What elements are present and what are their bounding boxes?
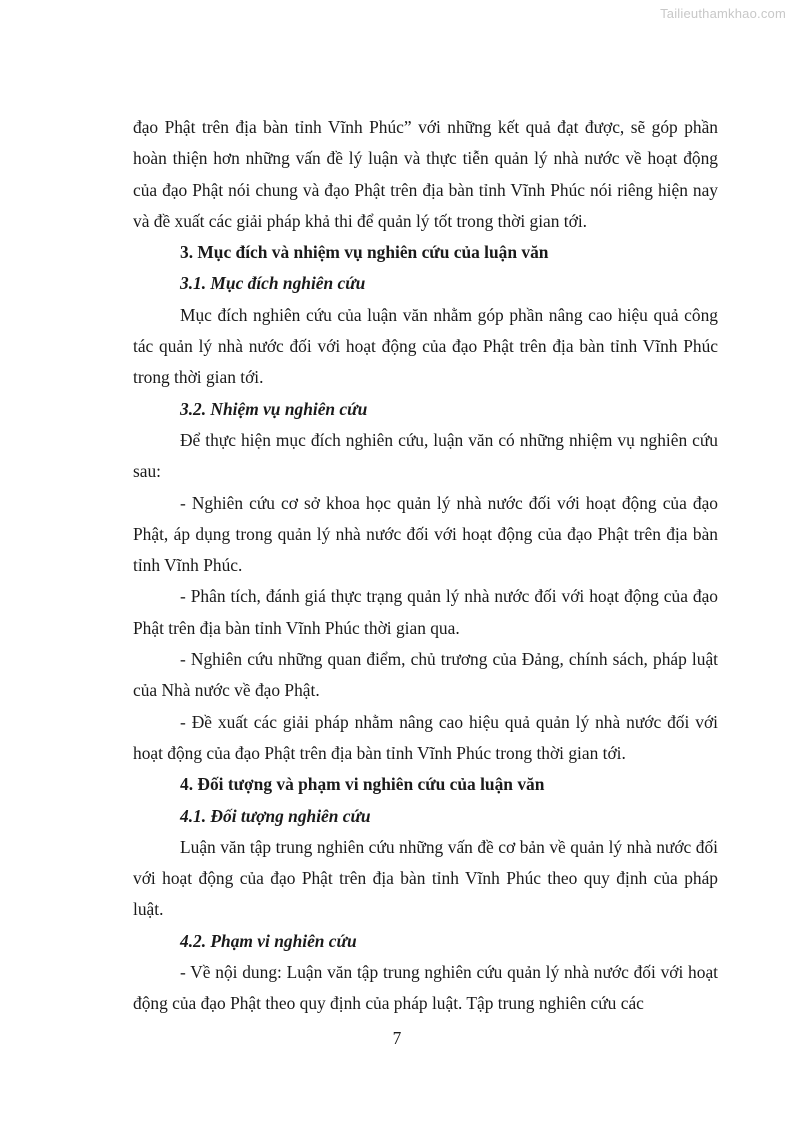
body-paragraph: Mục đích nghiên cứu của luận văn nhằm góp phần nâng cao hiệu quả công tác quản lý nhà nước đối với hoạt động của đạo Phật trên địa bàn tỉnh Vĩnh Phúc trong thời gian tới. <box>133 304 718 388</box>
subsection-heading: 3.2. Nhiệm vụ nghiên cứu <box>180 398 368 419</box>
section-heading: 4. Đối tượng và phạm vi nghiên cứu của luận văn <box>180 774 545 795</box>
watermark: Tailieuthamkhao.com <box>660 6 786 21</box>
body-paragraph: - Nghiên cứu những quan điểm, chủ trương của Đảng, chính sách, pháp luật của Nhà nước về đạo Phật. <box>133 649 718 701</box>
body-paragraph: - Đề xuất các giải pháp nhằm nâng cao hiệu quả quản lý nhà nước đối với hoạt động của đạo Phật trên địa bàn tỉnh Vĩnh Phúc trong thời gian tới. <box>133 711 718 763</box>
subsection-heading: 4.2. Phạm vi nghiên cứu <box>180 930 357 951</box>
document-body <box>133 112 718 1020</box>
body-paragraph: Luận văn tập trung nghiên cứu những vấn đề cơ bản về quản lý nhà nước đối với hoạt động của đạo Phật trên địa bàn tỉnh Vĩnh Phúc theo quy định của pháp luật. <box>133 836 718 920</box>
body-paragraph: - Phân tích, đánh giá thực trạng quản lý nhà nước đối với hoạt động của đạo Phật trên địa bàn tỉnh Vĩnh Phúc thời gian qua. <box>133 586 718 638</box>
body-paragraph: đạo Phật trên địa bàn tỉnh Vĩnh Phúc” với những kết quả đạt được, sẽ góp phần hoàn thiện hơn những vấn đề lý luận và thực tiễn quản lý nhà nước về hoạt động của đạo Phật nói chung và đạo Phật trên địa bàn tỉnh Vĩnh Phúc nói riêng hiện nay và đề xuất các giải pháp khả thi để quản lý tốt trong thời gian tới. <box>133 117 718 231</box>
section-heading: 3. Mục đích và nhiệm vụ nghiên cứu của luận văn <box>180 242 549 263</box>
page-number: 7 <box>392 1028 402 1048</box>
body-paragraph: - Về nội dung: Luận văn tập trung nghiên cứu quản lý nhà nước đối với hoạt động của đạo Phật theo quy định của pháp luật. Tập trung nghiên cứu các <box>133 962 718 1014</box>
subsection-heading: 3.1. Mục đích nghiên cứu <box>180 273 366 294</box>
body-paragraph: - Nghiên cứu cơ sở khoa học quản lý nhà nước đối với hoạt động của đạo Phật, áp dụng trong quản lý nhà nước đối với hoạt động của đạo Phật trên địa bàn tỉnh Vĩnh Phúc. <box>133 492 718 576</box>
body-paragraph: Để thực hiện mục đích nghiên cứu, luận văn có những nhiệm vụ nghiên cứu sau: <box>133 429 718 482</box>
subsection-heading: 4.1. Đối tượng nghiên cứu <box>180 805 371 826</box>
